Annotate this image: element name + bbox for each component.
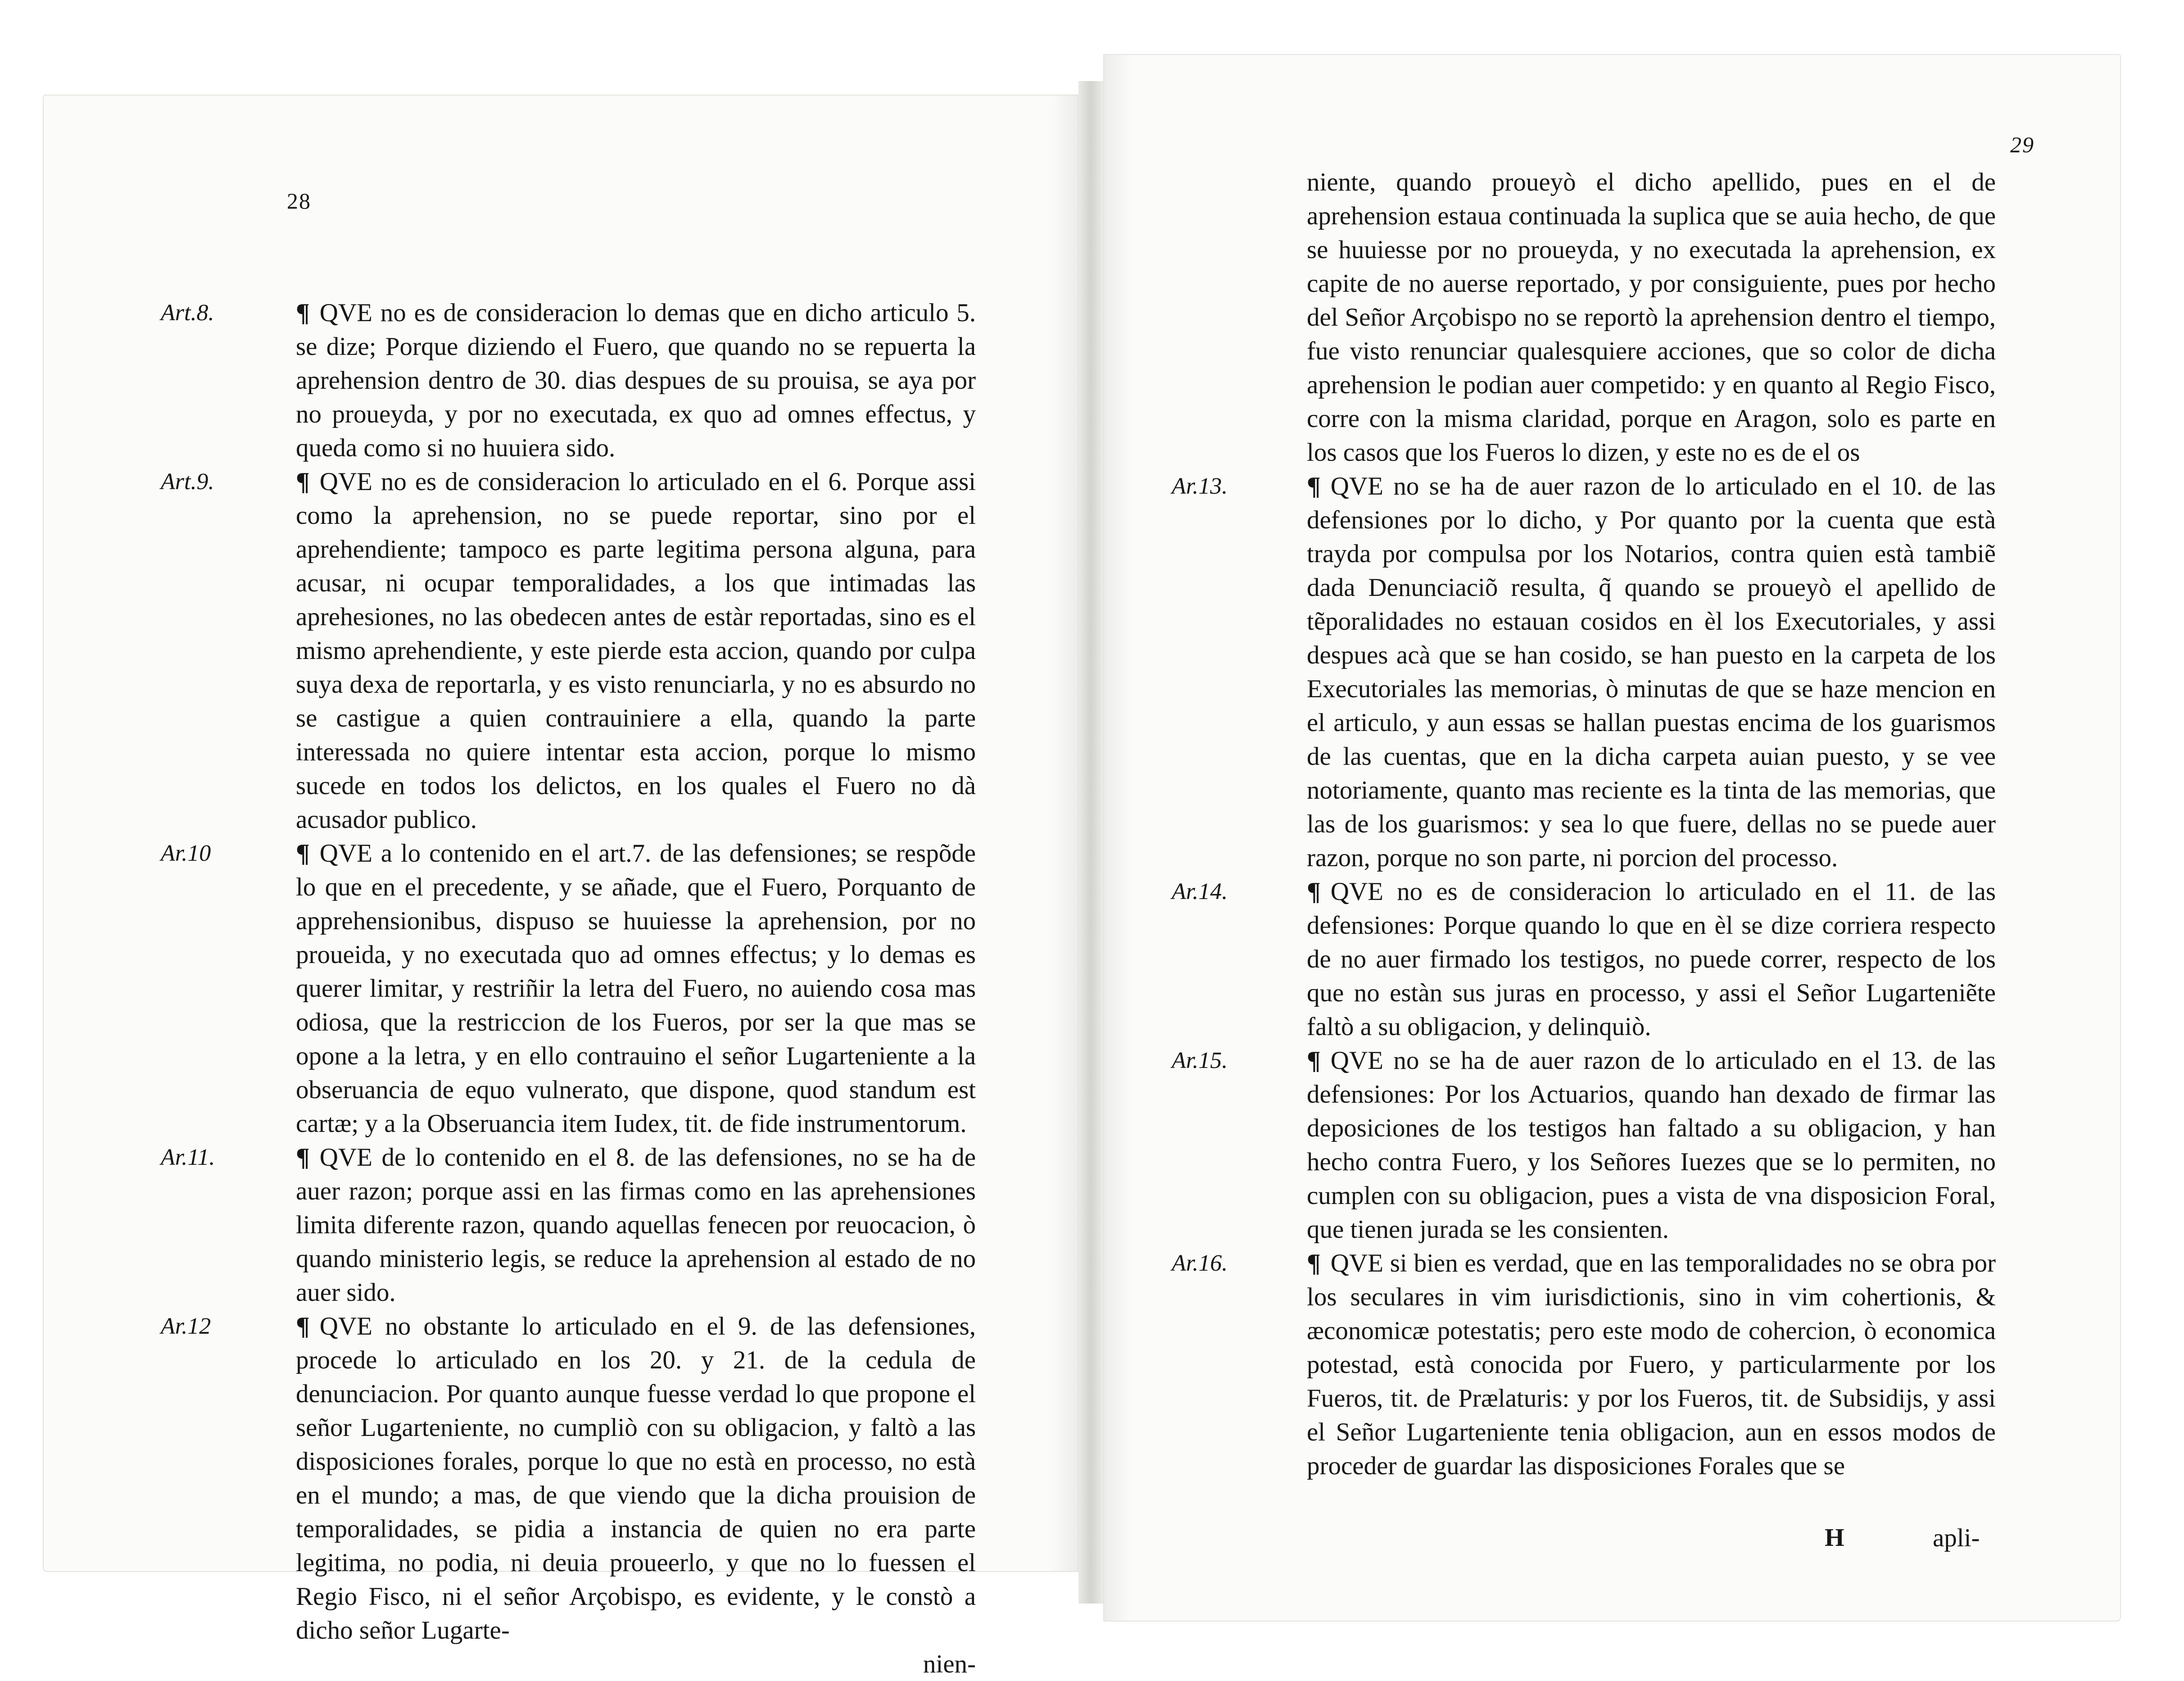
- catchword: apli-: [1933, 1524, 1980, 1552]
- pilcrow-icon: ¶: [296, 299, 310, 327]
- catchword: nien-: [923, 1650, 976, 1678]
- pilcrow-icon: ¶: [296, 839, 310, 868]
- article-label: Ar.12: [161, 1313, 211, 1339]
- article-entry: [1172, 875, 1996, 1044]
- article-text: QVE no obstante lo articulado en el 9. de las defensiones, procede lo articulado en los 20. y 21. de la cedula de denunciacion. Por quanto aunque fuesse verdad lo que propone el señor Lugarteniente, no cumpliò con su obligacion, y faltò a las disposiciones forales, porque lo que no està en processo, no està en el mundo; a mas, de que viendo que la dicha prouision de temporalidades, se pidia a instancia de quien no era parte legitima, no podia, ni deuia proueerlo, y que no lo fuessen el Regio Fisco, ni el señor Arçobispo, es evidente, y le constò a dicho señor Lugarte-: [296, 1312, 976, 1645]
- article-label: Ar.10: [161, 840, 211, 866]
- article-label: Ar.16.: [1172, 1250, 1228, 1276]
- article-label: Art.8.: [161, 300, 214, 326]
- pilcrow-icon: ¶: [1307, 1249, 1321, 1277]
- article-entry: [1172, 1044, 1996, 1246]
- article-text: QVE no es de consideracion lo articulado en el 11. de las defensiones: Porque quando lo que en èl se dize corriera respecto de no auer firmado los testigos, no puede correr, respecto de los que no estàn sus juras en processo, y assi el Señor Lugarteniẽte faltò a su obligacion, y delinquiò.: [1307, 877, 1996, 1041]
- article-text: QVE no es de consideracion lo demas que en dicho articulo 5. se dize; Porque diziendo el Fuero, que quando no se repuerta la aprehension dentro de 30. dias despues de su prouisa, se aya por no proueyda, y por no executada, ex quo ad omnes effectus, y queda como si no huuiera sido.: [296, 299, 976, 462]
- pilcrow-icon: ¶: [296, 468, 310, 496]
- article-text: QVE no es de consideracion lo articulado en el 6. Porque assi como la aprehension, no se puede reportar, sino por el aprehendiente; tampoco es parte legitima persona alguna, para acusar, ni ocupar temporalidades, a los que intimadas las aprehesiones, no las obedecen antes de estàr reportadas, sino es el mismo aprehendiente, y este pierde esta accion, quando por culpa suya dexa de reportarla, y es visto renunciarla, y no es absurdo no se castigue a quien contrauiniere a ella, quando la parte interessada no quiere intentar esta accion, porque lo mismo sucede en todos los delictos, en los quales el Fuero no dà acusador publico.: [296, 468, 976, 834]
- article-text: QVE si bien es verdad, que en las temporalidades no se obra por los seculares in vim iurisdictionis, sino in vim cohertionis, & æconomicæ potestatis; pero este modo de cohercion, ò economica potestad, està conocida por Fuero, y particularmente por los Fueros, tit. de Prælaturis: y por los Fueros, tit. de Subsidijs, y assi el Señor Lugarteniente tenia obligacion, aun en essos modos de proceder de guardar las disposiciones Forales que se: [1307, 1249, 1996, 1480]
- pilcrow-icon: ¶: [1307, 472, 1321, 500]
- article-entry: [161, 1140, 976, 1309]
- right-page-text: [1172, 165, 1996, 1483]
- pilcrow-icon: ¶: [296, 1312, 310, 1340]
- article-entry: [161, 296, 976, 465]
- pilcrow-icon: ¶: [296, 1143, 310, 1172]
- continued-text: niente, quando proueyò el dicho apellido, pues en el de aprehension estaua continuada la suplica que se auia hecho, de que se huuiesse por no proueyda, y no executada la aprehension, ex capite de no auerse reportado, y por consiguiente, pues por hecho del Señor Arçobispo no se reportò la aprehension dentro el tiempo, fue visto renunciar qualesquiere acciones, que so color de dicha aprehension le podian auer competido: y en quanto al Regio Fisco, corre con la misma claridad, porque en Aragon, solo es parte en los casos que los Fueros lo dizen, y este no es de el os: [1307, 168, 1996, 467]
- article-text: QVE no se ha de auer razon de lo articulado en el 13. de las defensiones: Por los Actuarios, quando han dexado de firmar las deposiciones de los testigos han faltado a su obligacion, y han hecho contra Fuero, y los Señores Iuezes que se lo permiten, no cumplen con su obligacion, pues a vista de vna disposicion Foral, que tienen jurada se les consienten.: [1307, 1046, 1996, 1244]
- article-text: QVE a lo contenido en el art.7. de las defensiones; se respõde lo que en el precedente, y se añade, que el Fuero, Porquanto de apprehensionibus, dispuso se huuiesse la aprehension, por no proueida, y no executada quo ad omnes effectus; y lo demas es querer limitar, y restriñir la letra del Fuero, no auiendo cosa mas odiosa, que la restriccion de los Fueros, por ser la que mas se opone a la letra, y en ello contrauino el señor Lugarteniente a la obseruancia de equo vulnerato, que dispone, quod standum est cartæ; y a la Obseruancia item Iudex, tit. de fide instrumentorum.: [296, 839, 976, 1138]
- article-entry: [161, 836, 976, 1140]
- article-label: Ar.15.: [1172, 1048, 1228, 1073]
- article-entry: [1172, 1246, 1996, 1483]
- pilcrow-icon: ¶: [1307, 877, 1321, 906]
- right-page: [1103, 54, 2121, 1622]
- article-text: QVE no se ha de auer razon de lo articulado en el 10. de las defensiones por lo dicho, y Por quanto por la cuenta que està trayda por compulsa por los Notarios, contra quien està tambiẽ dada Denunciaciõ resulta, q̃ quando se proueyò el apellido de tẽporalidades no estauan cosidos en èl los Executoriales, y assi despues acà que se han cosido, se han puesto en la carpeta de los Executoriales las memorias, ò minutas de que se haze mencion en el articulo, y aun essas se hallan puestas encima de los guarismos de las cuentas, que en la dicha carpeta auian puesto, y se vee notoriamente, quanto mas reciente es la tinta de las memorias, que las de los guarismos: y sea lo que fuere, dellas no se puede auer razon, porque no son parte, ni porcion del processo.: [1307, 472, 1996, 872]
- page-shadow: [1104, 55, 1131, 1621]
- pilcrow-icon: ¶: [1307, 1046, 1321, 1075]
- article-entry: [161, 465, 976, 836]
- article-label: Art.9.: [161, 469, 214, 495]
- article-label: Ar.14.: [1172, 879, 1228, 904]
- book-gutter: [1078, 81, 1103, 1604]
- article-label: Ar.11.: [161, 1145, 215, 1170]
- left-page: [43, 95, 1078, 1678]
- page-shadow: [1051, 95, 1078, 1571]
- article-label: Ar.13.: [1172, 473, 1228, 499]
- article-text: QVE de lo contenido en el 8. de las defensiones, no se ha de auer razon; porque assi en las firmas como en las aprehensiones limita diferente razon, quando aquellas fenecen por reuocacion, ò quando ministerio legis, se reduce la aprehension al estado de no auer sido.: [296, 1143, 976, 1307]
- left-page-text: [161, 213, 976, 1681]
- article-entry: [161, 1309, 976, 1647]
- folio-number: 29: [2010, 132, 2034, 157]
- signature-mark: H: [1825, 1524, 1844, 1552]
- article-entry: [1172, 469, 1996, 875]
- folio-number: 28: [287, 188, 311, 214]
